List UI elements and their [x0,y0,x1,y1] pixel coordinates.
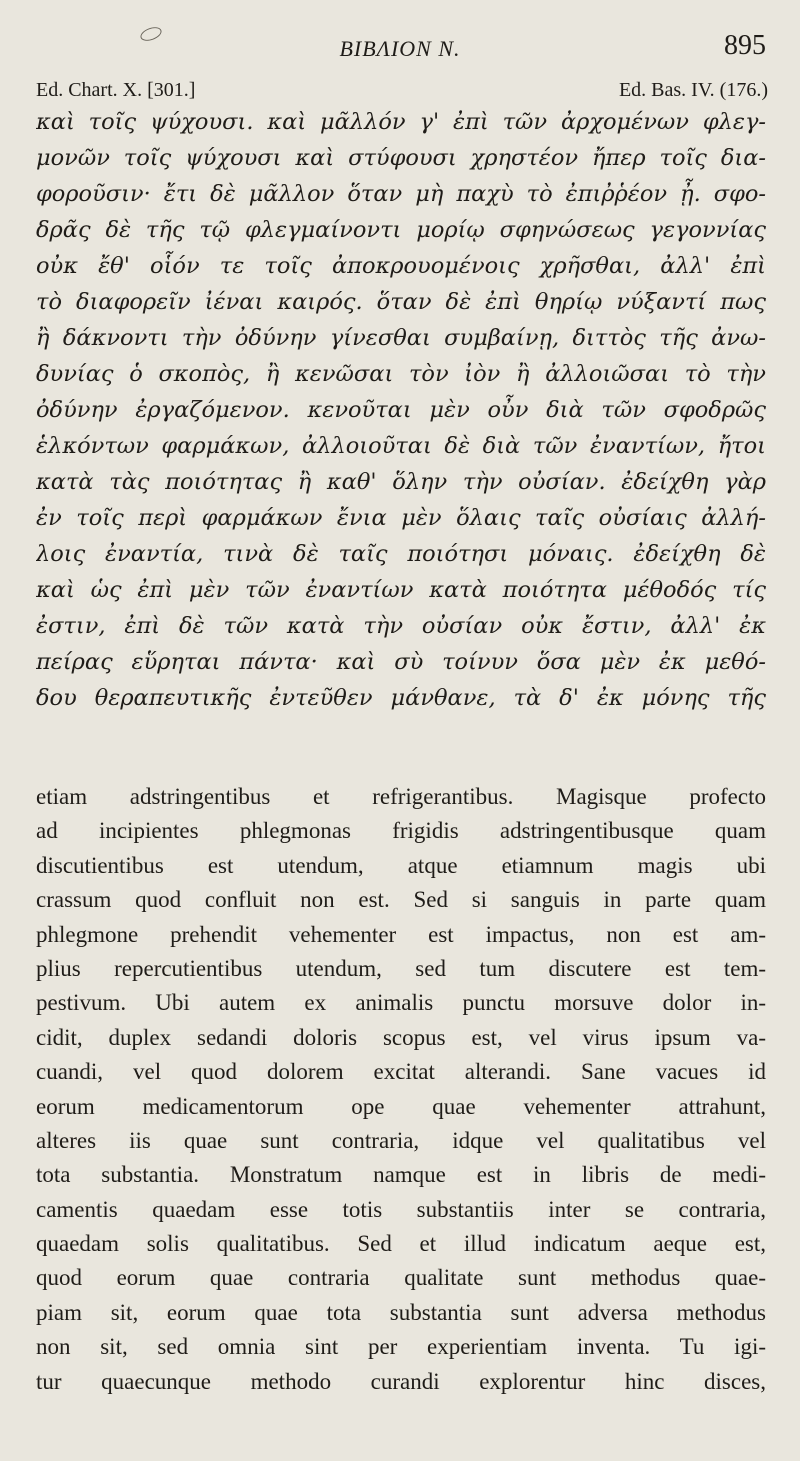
latin-text-line: ad incipientes phlegmonas frigidis adstringentibusque quam [36,818,766,844]
greek-text-line: κατὰ τὰς ποιότητας ἢ καθ' ὅλην τὴν οὐσίαν. ἐδείχθη γὰρ [36,469,766,495]
greek-text-line: ἐν τοῖς περὶ φαρμάκων ἔνια μὲν ὅλαις ταῖς οὐσίαις ἀλλή- [36,505,766,531]
greek-text-line: ἐστιν, ἐπὶ δὲ τῶν κατὰ τὴν οὐσίαν οὐκ ἔστιν, ἀλλ' ἐκ [36,613,766,639]
latin-text-line: alteres iis quae sunt contraria, idque vel qualitatibus vel [36,1127,766,1153]
greek-text-line: καὶ τοῖς ψύχουσι. καὶ μᾶλλόν γ' ἐπὶ τῶν ἀρχομένων φλεγ- [36,109,766,135]
edition-reference-left: Ed. Chart. X. [301.] [36,79,196,101]
latin-text-line: tota substantia. Monstratum namque est in libris de medi- [36,1162,766,1188]
greek-text-line: τὸ διαφορεῖν ἰέναι καιρός. ὅταν δὲ ἐπὶ θηρίῳ νύξαντί πως [36,289,766,315]
greek-text-line: καὶ ὡς ἐπὶ μὲν τῶν ἐναντίων κατὰ ποιότητα μέθοδός τίς [36,577,766,603]
latin-text-block [36,780,766,1399]
latin-text-line: non sit, sed omnia sint per experientiam inventa. Tu igi- [36,1334,766,1360]
greek-text-line: ἢ δάκνοντι τὴν ὀδύνην γίνεσθαι συμβαίνῃ, διττὸς τῆς ἀνω- [36,325,766,351]
latin-text-line: tur quaecunque methodo curandi explorentur hinc disces, [36,1368,766,1394]
greek-text-line: ὀδύνην ἐργαζόμενον. κενοῦται μὲν οὖν διὰ τῶν σφοδρῶς [36,397,766,423]
greek-text-line: οὐκ ἔθ' οἷόν τε τοῖς ἀποκρουομένοις χρῆσθαι, ἀλλ' ἐπὶ [36,253,766,279]
greek-text-line: ἑλκόντων φαρμάκων, ἀλλοιοῦται δὲ διὰ τῶν ἐναντίων, ἤτοι [36,433,766,459]
greek-text-line: δυνίας ὁ σκοπὸς, ἢ κενῶσαι τὸν ἰὸν ἢ ἀλλοιῶσαι τὸ τὴν [36,361,766,387]
greek-text-line: δου θεραπευτικῆς ἐντεῦθεν μάνθανε, τὰ δ' ἐκ μόνης τῆς [36,685,766,711]
greek-text-line: μονῶν τοῖς ψύχουσι καὶ στύφουσι χρηστέον ἤπερ τοῖς δια- [36,145,766,171]
latin-text-line: plius repercutientibus utendum, sed tum discutere est tem- [36,955,766,981]
latin-text-line: pestivum. Ubi autem ex animalis punctu morsuve dolor in- [36,990,766,1016]
latin-text-line: quaedam solis qualitatibus. Sed et illud indicatum aeque est, [36,1231,766,1257]
greek-text-block [36,104,766,716]
running-title: BIBΛΙΟΝ N. [339,36,461,61]
latin-text-line: camentis quaedam esse totis substantiis inter se contraria, [36,1196,766,1222]
latin-text-line: etiam adstringentibus et refrigerantibus. Magisque profecto [36,784,766,809]
edition-reference-right: Ed. Bas. IV. (176.) [618,79,768,101]
page-number: 895 [724,30,766,61]
latin-text-line: cuandi, vel quod dolorem excitat alterandi. Sane vacues id [36,1059,766,1085]
latin-text-line: quod eorum quae contraria qualitate sunt methodus quae- [36,1265,766,1291]
latin-text-line: cidit, duplex sedandi doloris scopus est, vel virus ipsum va- [36,1024,766,1050]
latin-text-line: phlegmone prehendit vehementer est impactus, non est am- [36,921,766,947]
latin-text-line: eorum medicamentorum ope quae vehementer attrahunt, [36,1093,766,1119]
greek-text-line: φοροῦσιν· ἔτι δὲ μᾶλλον ὅταν μὴ παχὺ τὸ ἐπιῤῥέον ᾖ. σφο- [36,181,766,207]
latin-text-line: discutientibus est utendum, atque etiamnum magis ubi [36,852,766,878]
latin-text-line: crassum quod confluit non est. Sed si sanguis in parte quam [36,887,766,913]
greek-text-line: λοις ἐναντία, τινὰ δὲ ταῖς ποιότησι μόναις. ἐδείχθη δὲ [36,541,766,567]
latin-text-line: piam sit, eorum quae tota substantia sunt adversa methodus [36,1299,766,1325]
greek-text-line: πείρας εὕρηται πάντα· καὶ σὺ τοίνυν ὅσα μὲν ἐκ μεθό- [36,649,766,675]
greek-text-line: δρᾶς δὲ τῆς τῷ φλεγμαίνοντι μορίῳ σφηνώσεως γεγοννίας [36,217,766,243]
